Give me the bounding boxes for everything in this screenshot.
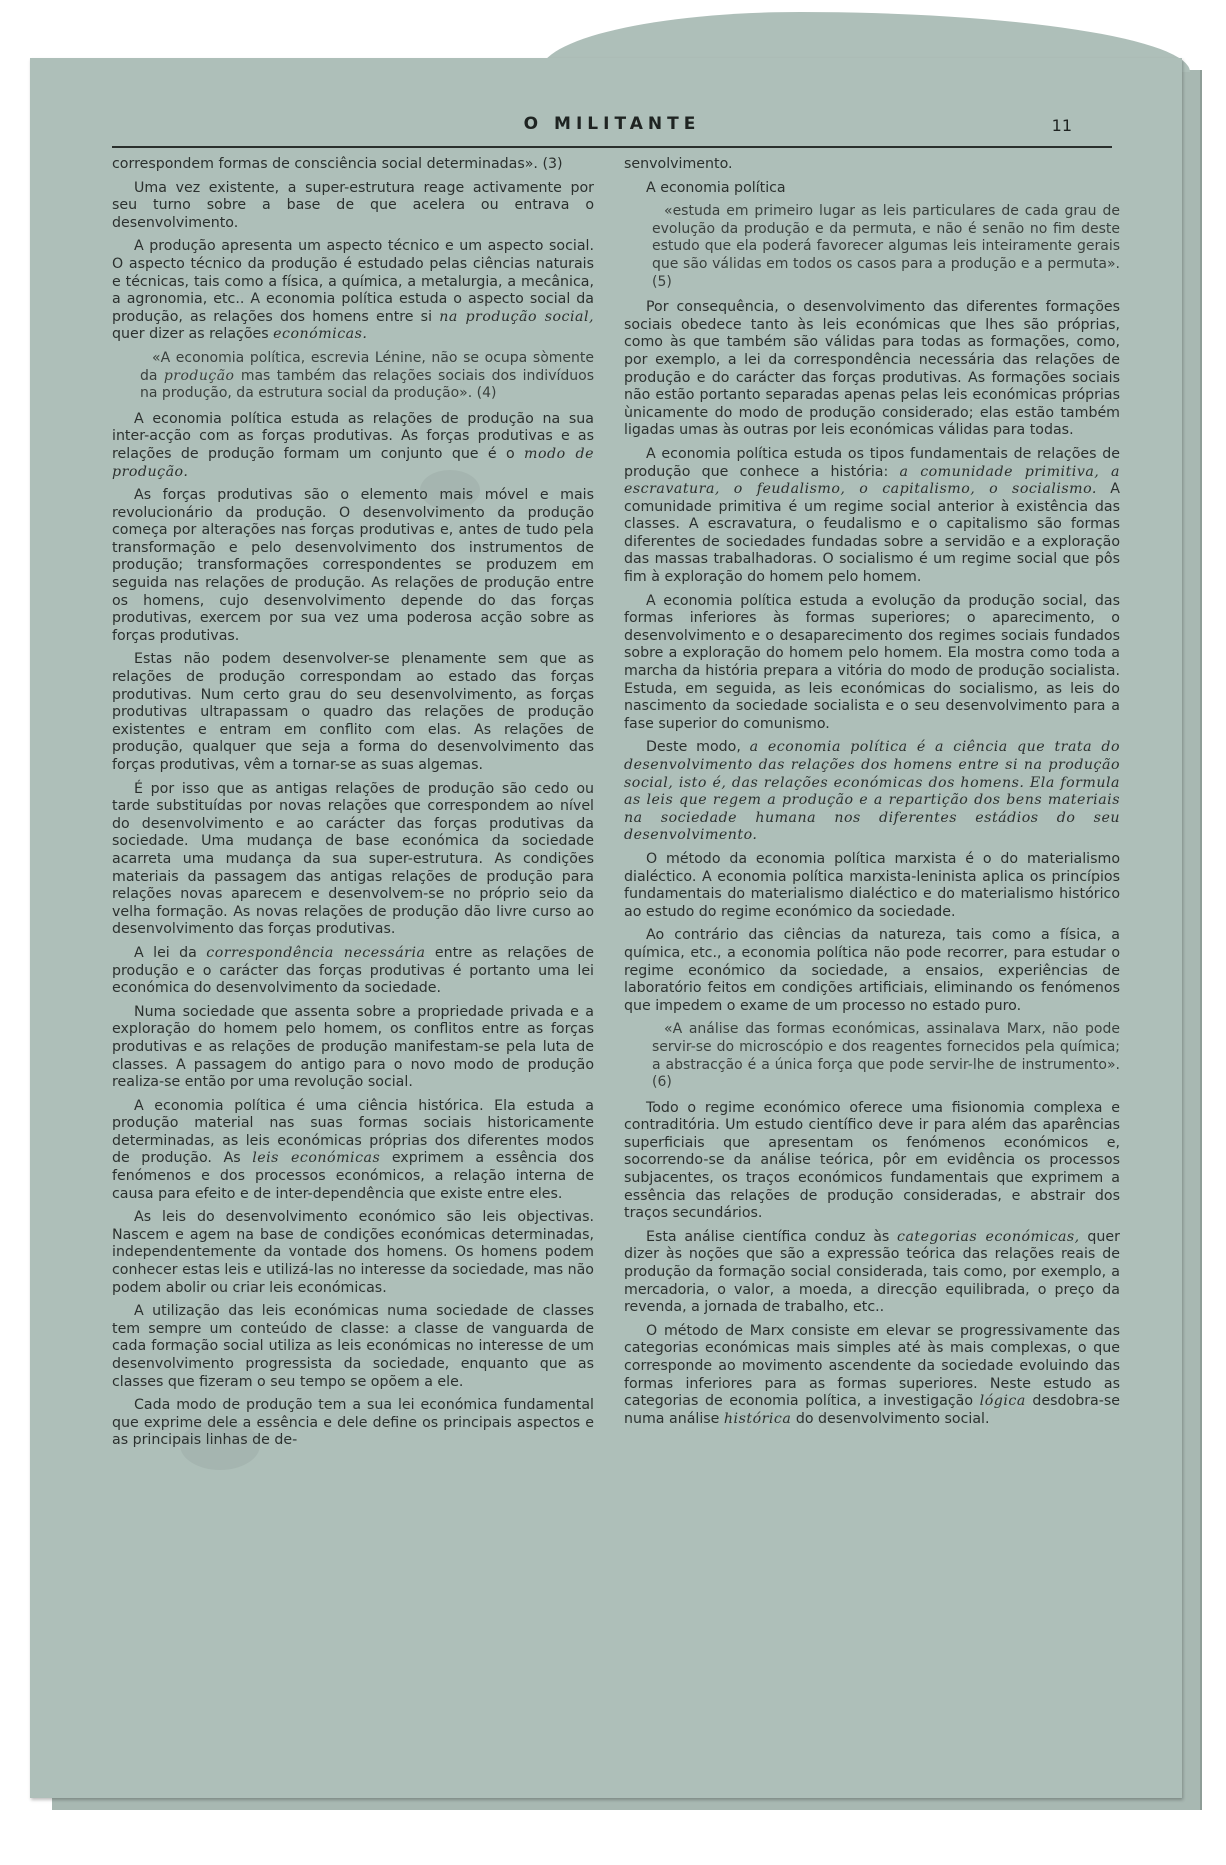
text-run: É por isso que as antigas relações de produção são cedo ou tarde substituídas por novas relações que correspondem ao nível do desenvolvimento e ao carácter das forças produtivas da sociedade. Uma mudança de base económica da sociedade acarreta uma mudança da sua super-estrutura. As condições materiais da passagem das antigas relações de produção para relações novas aparecem e desenvolvem-se no próprio seio da velha formação. As novas relações de produção dão livre curso ao desenvolvimento das forças produtivas.: [112, 780, 594, 938]
text-run: do desenvolvimento social.: [791, 1410, 990, 1427]
paragraph: [112, 1397, 594, 1450]
text-run: As leis do desenvolvimento económico são leis objectivas. Nascem e agem na base de condições económicas determinadas, independentemente da vontade dos homens. Os homens podem conhecer estas leis e utilizá-las no interesse da sociedade, mas não podem abolir ou criar leis económicas.: [112, 1209, 594, 1296]
paragraph-continuation: [624, 156, 1120, 174]
block-quote: [140, 350, 594, 403]
emphasis-text: correspondência necessária: [206, 944, 426, 961]
paragraph: [624, 1100, 1120, 1223]
text-run: exprimem a essência dos fenómenos e dos processos económicos, a relação interna de causa para efeito e de inter-dependência que existe entre eles.: [112, 1150, 594, 1202]
emphasis-text: categorias económicas,: [897, 1228, 1080, 1245]
emphasis-text: económicas.: [273, 326, 368, 343]
text-run: Numa sociedade que assenta sobre a propriedade privada e a exploração do homem pelo homem, os conflitos entre as forças produtivas e as relações de produção manifestam-se pela luta de classes. A passagem do antigo para o novo modo de produção realiza-se então por uma revolução social.: [112, 1003, 594, 1091]
paragraph: [624, 446, 1120, 587]
text-run: A economia política estuda as relações de produção na sua inter-acção com as forças produtivas. As forças produtivas e as relações de produção formam um conjunto que é o: [112, 410, 594, 462]
text-run: Estas não podem desenvolver-se plenamente sem que as relações de produção correspondam ao estado das forças produtivas. Num certo grau do seu desenvolvimento, as forças produtivas ultrapassam o quadro das relações de produção existentes e entram em conflito com elas. As relações de produção, qualquer que seja a forma do desenvolvimento das forças produtivas, vêm a tornar-se as suas algemas.: [112, 651, 594, 773]
paragraph: [624, 593, 1120, 734]
text-run: O método de Marx consiste em elevar se progressivamente das categorias económicas mais simples até às mais complexas, o que corresponde ao movimento ascendente da sociedade evoluindo das formas inferiores para as formas superiores. Neste estudo as categorias de economia política, a investigação: [624, 1322, 1120, 1410]
paragraph: [624, 1229, 1120, 1317]
paragraph: [624, 299, 1120, 440]
paragraph: [112, 487, 594, 645]
text-run: «estuda em primeiro lugar as leis particulares de cada grau de evolução da produção e da permuta, e não é senão no fim deste estudo que ela poderá favorecer algumas leis inteiramente gerais que são válidas em todos os casos para a produção e a permuta». (5): [652, 203, 1120, 290]
page-number: 11: [1051, 116, 1072, 135]
text-run: O método da economia política marxista é o do materialismo dialéctico. A economia política marxista-leninista aplica os princípios fundamentais do materialismo dialéctico e do materialismo histórico ao estudo do regime económico da sociedade.: [624, 850, 1120, 920]
paragraph: [112, 238, 594, 344]
paragraph: [112, 1209, 594, 1297]
text-run: Deste modo,: [646, 739, 750, 756]
paragraph: [624, 851, 1120, 921]
paragraph: [112, 781, 594, 939]
text-run: quer dizer às noções que são a expressão teórica das relações reais de produção da formação social considerada, tais como, por exemplo, a mercadoria, o valor, a moeda, a direcção equilibrada, o preço da revenda, a jornada de trabalho, etc..: [624, 1228, 1120, 1316]
text-run: senvolvimento.: [624, 156, 733, 172]
left-column: [112, 156, 594, 1456]
paragraph: [112, 180, 594, 233]
text-run: entre as relações de produção e o carácter das forças produtivas é portanto uma lei económica do desenvolvimento da sociedade.: [112, 944, 594, 997]
emphasis-text: modo de produção.: [112, 445, 595, 480]
text-run: Esta análise científica conduz às: [646, 1228, 898, 1245]
text-run: As forças produtivas são o elemento mais móvel e mais revolucionário da produção. O desenvolvimento da produção começa por alterações nas forças produtivas e, antes de tudo pela transformação e pelo desenvolvimento dos instrumentos de produção; transformações correspondentes se produzem em seguida nas relações de produção. As relações de produção entre os homens, cujo desenvolvimento depende do das forças produtivas, exercem por sua vez uma poderosa acção sobre as forças produtivas.: [112, 487, 594, 644]
text-run: A lei da: [134, 944, 207, 961]
emphasis-text: produção: [163, 367, 235, 384]
text-run: A economia política: [646, 179, 786, 196]
emphasis-text: a economia política é a ciência que trata do desenvolvimento das relações dos homens entre si na produção social, isto é, das relações económicas dos homens. Ela formula as leis que regem a produção e a repartição dos bens materiais na sociedade humana nos diferentes estádios do seu desenvolvimento.: [624, 739, 1120, 844]
publication-title: O MILITANTE: [523, 114, 701, 134]
paragraph: [112, 651, 594, 774]
text-run: A utilização das leis económicas numa sociedade de classes tem sempre um conteúdo de classe: a classe de vanguarda de cada formação social utiliza as leis económicas no interesse de um desenvolvimento progressista da sociedade, enquanto que as classes que fizeram o seu tempo se opõem a ele.: [112, 1303, 594, 1390]
text-run: quer dizer as relações: [112, 326, 274, 343]
text-run: correspondem formas de consciência social determinadas». (3): [112, 156, 563, 172]
text-run: «A economia política, escrevia Lénine, não se ocupa sòmente da: [140, 349, 594, 384]
paragraph: [112, 1098, 594, 1204]
emphasis-text: histórica: [723, 1410, 792, 1427]
text-run: A comunidade primitiva é um regime social anterior à existência das classes. A escravatura, o feudalismo e o capitalismo são formas diferentes de sociedades fundadas sobre a servidão e a exploração das massas trabalhadoras. O socialismo é um regime social que pôs fim à exploração do homem pelo homem.: [624, 481, 1121, 586]
paragraph: [112, 411, 594, 481]
right-column: [624, 156, 1120, 1434]
paragraph: [112, 1303, 594, 1391]
text-run: A economia política estuda os tipos fundamentais de relações de produção que conhece a história:: [624, 445, 1120, 480]
paragraph: [624, 1323, 1120, 1429]
text-run: Cada modo de produção tem a sua lei económica fundamental que exprime dele a essência e dele define os principais aspectos e as principais linhas de de-: [112, 1397, 594, 1449]
text-run: Por consequência, o desenvolvimento das diferentes formações sociais obedece tanto às leis económicas que lhes são próprias, como às que também são válidas para todas as formações, como, por exemplo, a lei da correspondência necessária das relações de produção e do carácter das forças produtivas. As formações sociais não estão portanto separadas apenas pelas leis económicas próprias ùnicamente do modo de produção considerado; elas estão também ligadas umas às outras por leis económicas válidas para todas.: [624, 299, 1120, 439]
paragraph: [112, 945, 594, 998]
text-run: Uma vez existente, a super-estrutura reage activamente por seu turno sobre a base de que acelera ou entrava o desenvolvimento.: [112, 179, 594, 231]
text-run: A economia política estuda a evolução da produção social, das formas inferiores às formas superiores; o aparecimento, o desenvolvimento e o desaparecimento dos regimes sociais fundados sobre a exploração do homem pelo homem. Ela mostra como toda a marcha da história prepara a vitória do modo de produção socialista. Estuda, em seguida, as leis económicas do socialismo, as leis do nascimento da sociedade socialista e o seu desenvolvimento para a fase superior do comunismo.: [624, 592, 1120, 732]
block-quote: [652, 203, 1120, 291]
page-header: [112, 110, 1112, 148]
paragraph: [624, 927, 1120, 1015]
text-run: A economia política é uma ciência histórica. Ela estuda a produção material nas suas formas sociais historicamente determinadas, as leis económicas próprias dos diferentes modos de produção. As: [112, 1097, 594, 1167]
text-run: mas também das relações sociais dos indivíduos na produção, da estrutura social da produção». (4): [140, 367, 594, 402]
paragraph: [112, 1004, 594, 1092]
emphasis-text: lógica: [979, 1393, 1026, 1410]
paragraph: [624, 739, 1120, 845]
paragraph-continuation: [112, 156, 594, 174]
text-run: «A análise das formas económicas, assinalava Marx, não pode servir-se do microscópio e dos reagentes fornecidos pela química; a abstracção é a única força que pode servir-lhe de instrumento». (6): [652, 1021, 1120, 1091]
emphasis-text: na produção social,: [439, 308, 595, 325]
emphasis-text: leis económicas: [252, 1150, 381, 1167]
paragraph: [624, 180, 1120, 198]
emphasis-text: a comunidade primitiva, a escravatura, o feudalismo, o capitalismo, o socialismo.: [624, 463, 1120, 498]
text-run: Ao contrário das ciências da natureza, tais como a física, a química, etc., a economia política não pode recorrer, para estudar o regime económico da sociedade, a ensaios, experiências de laboratório feitos em condições artificiais, eliminando os fenómenos que impedem o exame de um processo no estado puro.: [624, 927, 1120, 1014]
text-run: A produção apresenta um aspecto técnico e um aspecto social. O aspecto técnico da produção é estudado pelas ciências naturais e técnicas, tais como a física, a química, a metalurgia, a mecânica, a agronomia, etc.. A economia política estuda o aspecto social da produção, as relações dos homens entre si: [112, 238, 594, 325]
block-quote: [652, 1021, 1120, 1091]
text-run: desdobra-se numa análise: [624, 1393, 1120, 1427]
text-run: Todo o regime económico oferece uma fisionomia complexa e contraditória. Um estudo científico deve ir para além das aparências superficiais que apresentam os fenómenos económicos e, socorrendo-se da análise teórica, pôr em evidência os processos subjacentes, os traços económicos fundamentais que exprimem a essência das relações de produção consideradas, e abstrair dos traços secundários.: [624, 1099, 1120, 1222]
